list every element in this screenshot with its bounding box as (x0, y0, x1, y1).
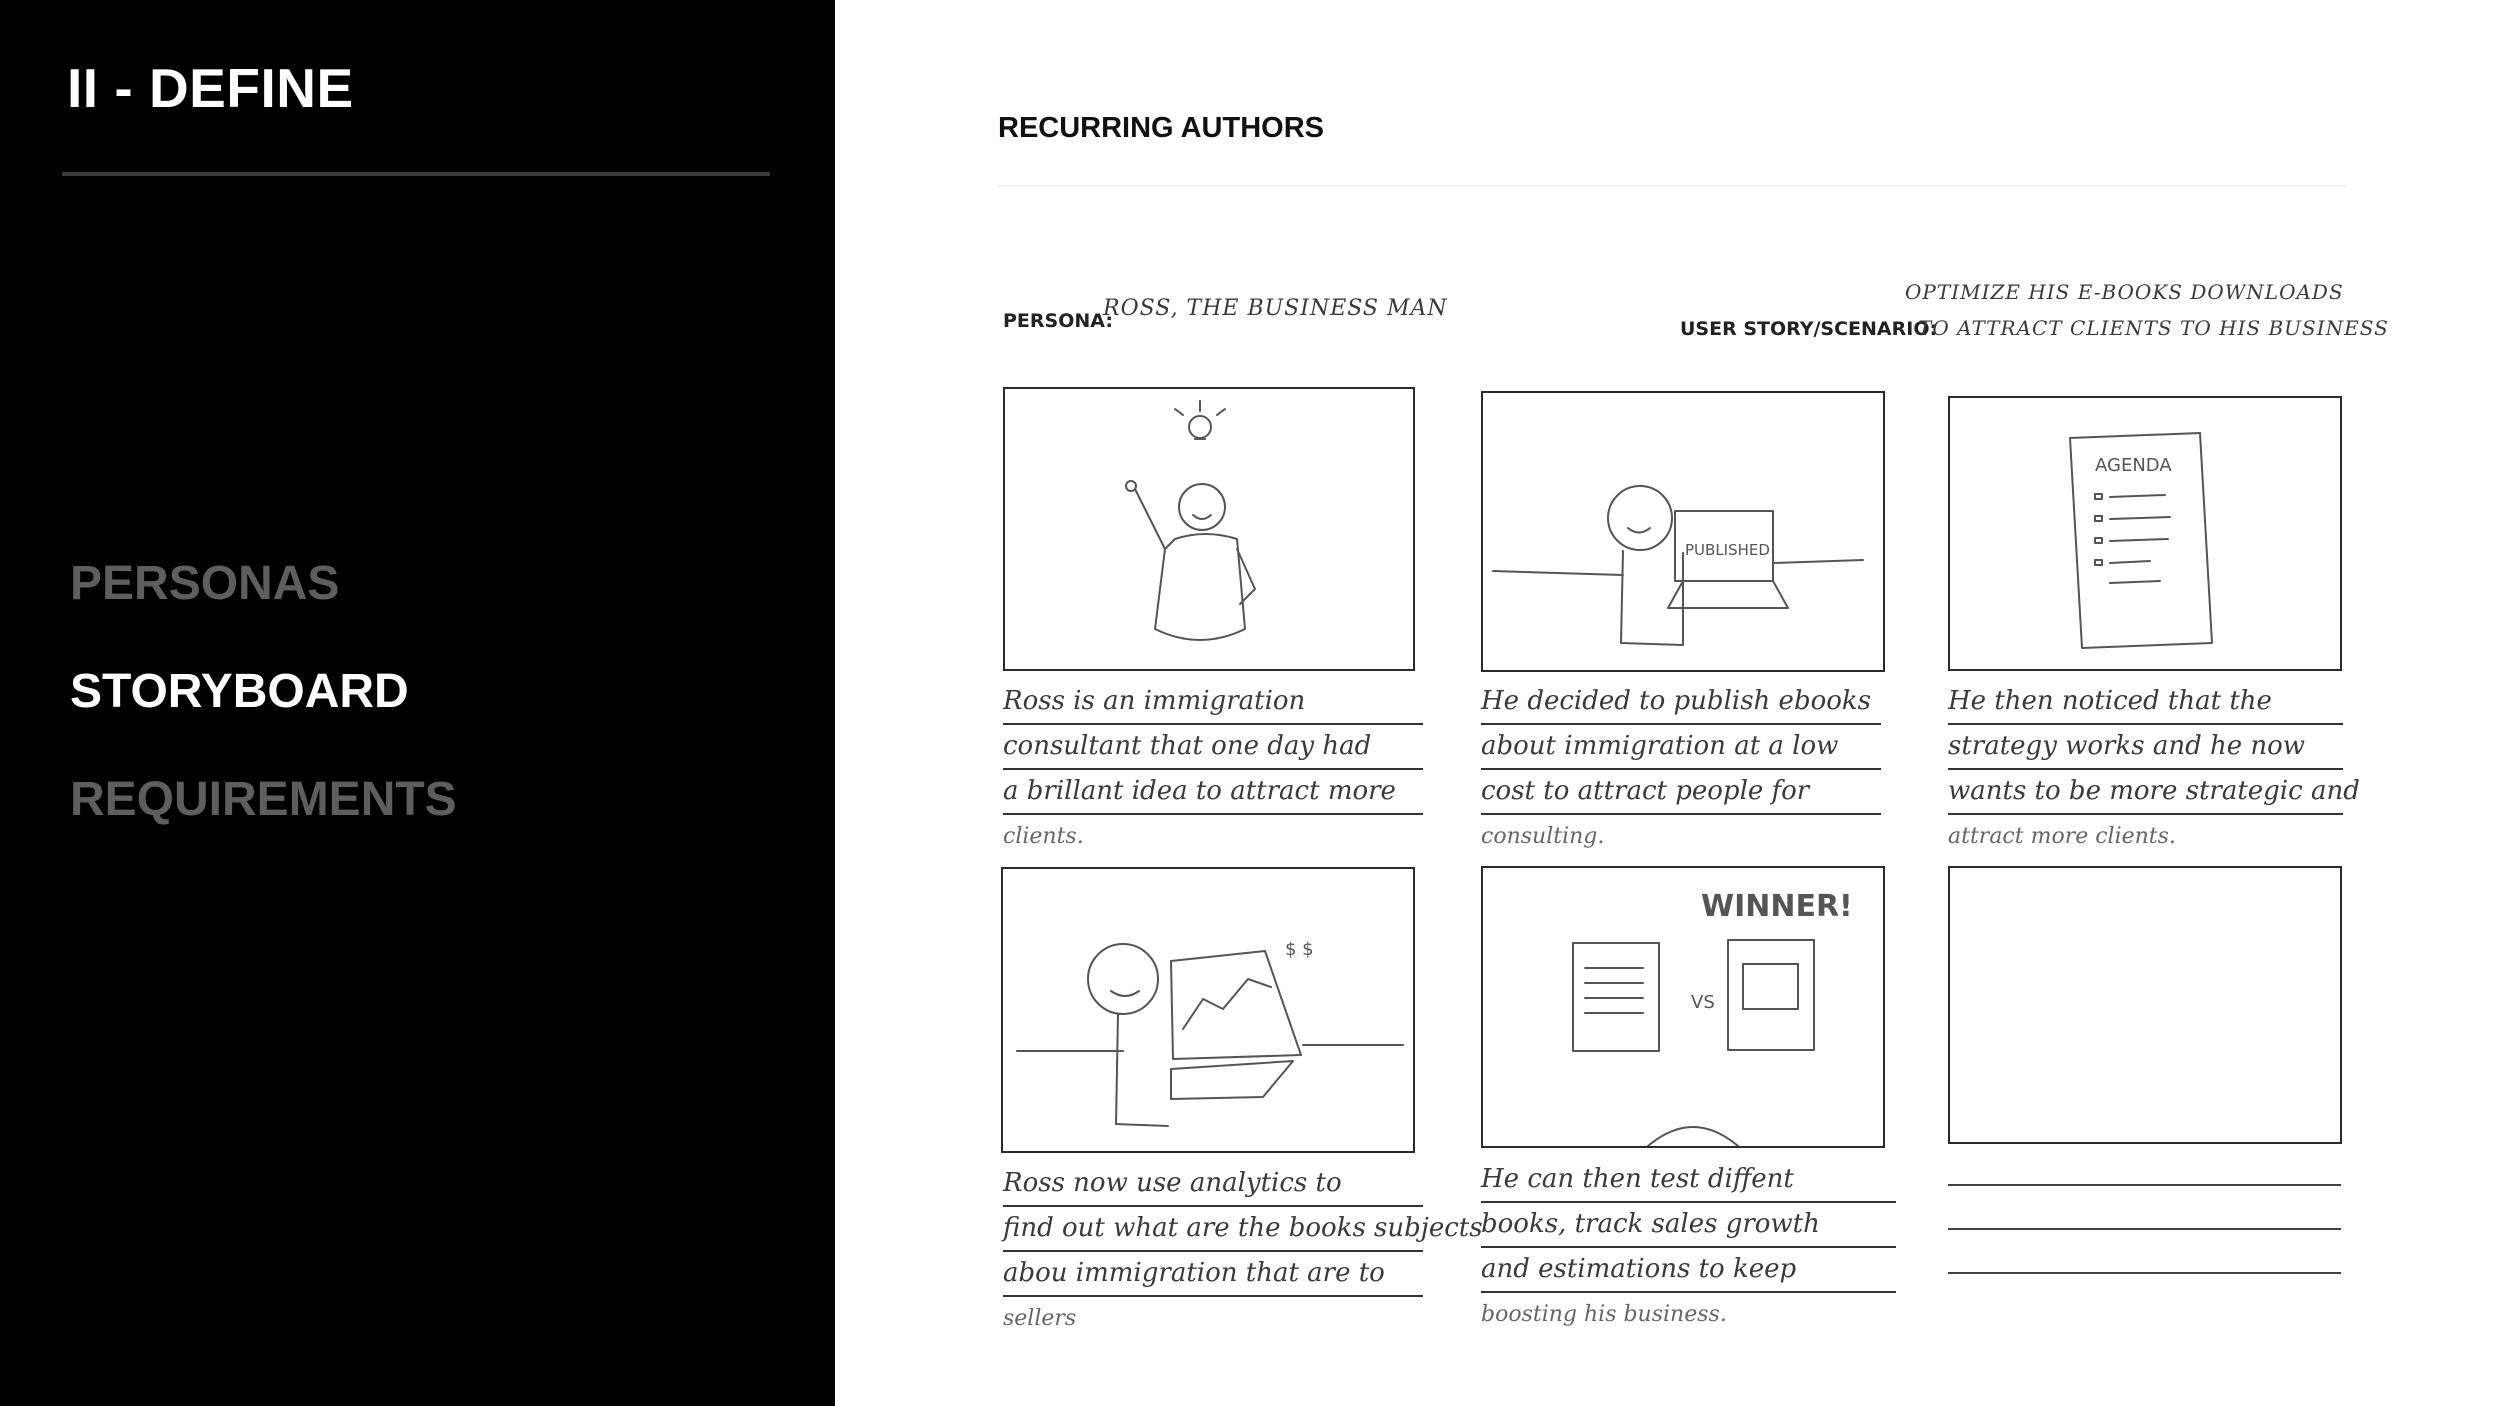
persona-label: PERSONA: (1003, 310, 1113, 332)
caption-line: books, track sales growth (1481, 1203, 1896, 1248)
laptop-screen-label: PUBLISHED (1685, 541, 1770, 559)
sidebar (0, 0, 835, 1406)
agenda-line (2110, 581, 2160, 583)
caption-line: boosting his business. (1481, 1302, 1727, 1327)
person-raised-arm (1135, 489, 1165, 549)
agenda-line (2110, 495, 2165, 497)
caption-line: Ross is an immigration (1003, 680, 1423, 725)
sidebar-nav (70, 548, 457, 872)
checkbox-icon (2095, 538, 2102, 543)
person-hand (1126, 481, 1136, 491)
blank-caption-line (1948, 1142, 2341, 1186)
person-smile (1628, 528, 1650, 533)
scenario-label: USER STORY/SCENARIO: (1680, 318, 1938, 340)
panel-3-caption (1948, 680, 2360, 858)
person-body (1155, 534, 1245, 640)
lightbulb-ray (1175, 409, 1183, 415)
blank-caption-line (1948, 1186, 2341, 1230)
desk-line (1773, 560, 1863, 563)
person-body (1116, 1014, 1168, 1126)
sidebar-divider (62, 172, 770, 176)
person-smile (1193, 515, 1211, 519)
blank-caption-line (1948, 1230, 2341, 1274)
winner-label: WINNER! (1701, 889, 1853, 924)
caption-line: He then noticed that the (1948, 680, 2343, 725)
nav-item-requirements[interactable]: REQUIREMENTS (70, 773, 457, 826)
caption-line: cost to attract people for (1481, 770, 1881, 815)
storyboard-panel-6-empty (1948, 866, 2342, 1144)
book-cover-image (1743, 964, 1798, 1009)
person-smile (1111, 991, 1139, 996)
agenda-line (2110, 517, 2170, 519)
panel-3-sketch (1950, 398, 2340, 669)
panel-1-caption (1003, 680, 1423, 858)
caption-line: attract more clients. (1948, 824, 2176, 849)
audience-arc (1648, 1127, 1738, 1146)
analytics-screen (1171, 951, 1301, 1059)
scenario-line-1: OPTIMIZE HIS E-BOOKS DOWNLOADS (1905, 280, 2344, 304)
nav-item-personas[interactable]: PERSONAS (70, 557, 340, 610)
scenario-line-2: TO ATTRACT CLIENTS TO HIS BUSINESS (1918, 316, 2389, 340)
nav-item-storyboard[interactable]: STORYBOARD (70, 665, 409, 718)
storyboard-heading: RECURRING AUTHORS (998, 112, 1324, 144)
versus-label: VS (1691, 992, 1715, 1013)
caption-line: He decided to publish ebooks (1481, 680, 1881, 725)
panel-4-caption (1003, 1162, 1483, 1340)
panel-5-caption (1481, 1158, 1896, 1336)
caption-line: find out what are the books subjects (1003, 1207, 1423, 1252)
agenda-title: AGENDA (2095, 455, 2172, 476)
lightbulb-icon (1189, 416, 1211, 438)
storyboard-panel-1 (1003, 387, 1415, 671)
checkbox-icon (2095, 560, 2102, 565)
section-title: II - DEFINE (67, 57, 354, 119)
caption-line: He can then test diffent (1481, 1158, 1896, 1203)
heading-divider (998, 185, 2346, 187)
lightbulb-ray (1217, 409, 1225, 415)
panel-4-sketch (1003, 869, 1413, 1151)
storyboard-panel-2 (1481, 391, 1885, 672)
agenda-line (2110, 561, 2150, 563)
storyboard-panel-5 (1481, 866, 1885, 1148)
person-head (1608, 486, 1672, 550)
caption-line: strategy works and he now (1948, 725, 2343, 770)
person-head (1179, 484, 1225, 530)
caption-line: consulting. (1481, 824, 1605, 849)
caption-line: sellers (1003, 1306, 1077, 1331)
persona-value: ROSS, THE BUSINESS MAN (1103, 296, 1448, 321)
panel-6-blank-lines (1948, 1142, 2341, 1274)
caption-line: abou immigration that are to (1003, 1252, 1423, 1297)
money-icon: $ $ (1285, 939, 1314, 960)
caption-line: clients. (1003, 824, 1084, 849)
agenda-line (2110, 539, 2168, 541)
caption-line: about immigration at a low (1481, 725, 1881, 770)
panel-1-sketch (1005, 389, 1413, 669)
caption-line: Ross now use analytics to (1003, 1162, 1423, 1207)
storyboard-panel-4 (1001, 867, 1415, 1153)
storyboard-panel-3 (1948, 396, 2342, 671)
panel-5-sketch (1483, 868, 1883, 1146)
caption-line: and estimations to keep (1481, 1248, 1896, 1293)
laptop-base (1668, 581, 1788, 608)
caption-line: wants to be more strategic and (1948, 770, 2343, 815)
panel-2-caption (1481, 680, 1881, 858)
checkbox-icon (2095, 516, 2102, 521)
caption-line: a brillant idea to attract more (1003, 770, 1423, 815)
laptop-base (1171, 1061, 1293, 1099)
book-b (1728, 940, 1814, 1050)
person-head (1088, 944, 1158, 1014)
desk-line (1493, 571, 1623, 575)
checkbox-icon (2095, 494, 2102, 499)
chart-line (1183, 979, 1271, 1029)
panel-2-sketch (1483, 393, 1883, 670)
caption-line: consultant that one day had (1003, 725, 1423, 770)
